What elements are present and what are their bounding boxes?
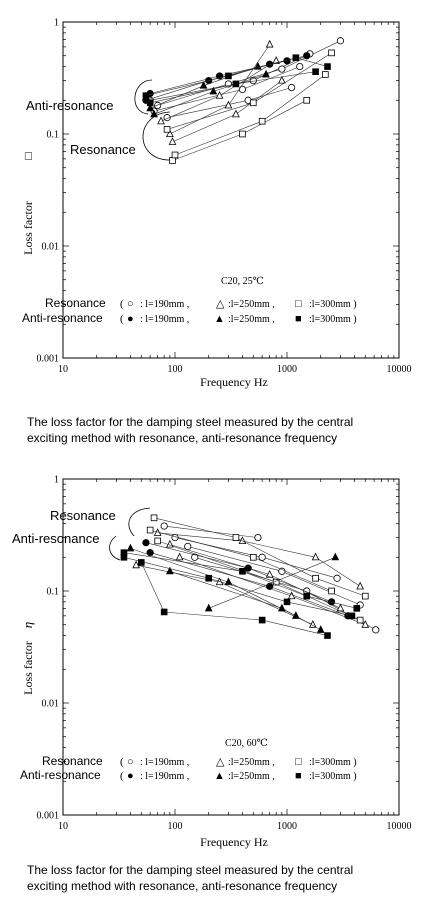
bracket-anti-resonance xyxy=(110,536,120,560)
y-tick-label: 0.001 xyxy=(36,810,59,822)
legend-text: : l=190mm , xyxy=(140,757,190,768)
data-point-square xyxy=(250,554,256,560)
data-point-circle xyxy=(239,86,245,92)
x-axis-label: Frequency Hz xyxy=(200,835,268,849)
chart-25c xyxy=(21,18,412,390)
data-series xyxy=(121,515,379,639)
legend-text: :l=300mm ) xyxy=(309,299,357,310)
data-point-circle xyxy=(172,534,178,540)
data-point-square xyxy=(349,613,355,619)
data-point-square xyxy=(259,118,265,124)
data-point-square xyxy=(362,593,368,599)
data-point-circle xyxy=(279,568,285,574)
legend-group-resonance: Resonance xyxy=(45,296,106,310)
series-line xyxy=(167,53,332,129)
legend-marker-square-open: □ xyxy=(295,756,302,768)
legend-marker-circle-filled: ● xyxy=(127,313,134,325)
legend-marker-triangle-filled: ▲ xyxy=(214,770,225,782)
legend-text: :l=250mm , xyxy=(228,299,275,310)
legend-marker-circle-open: ○ xyxy=(127,298,134,310)
data-point-square xyxy=(143,93,149,99)
data-point-circle xyxy=(259,554,265,560)
x-tick-label: 100 xyxy=(167,821,183,832)
series-line xyxy=(173,100,307,160)
legend-open-paren: ( xyxy=(120,756,124,768)
data-point-square xyxy=(329,50,335,56)
data-point-triangle xyxy=(279,77,285,83)
data-point-square xyxy=(250,100,256,106)
data-point-square xyxy=(313,575,319,581)
x-tick-label: 10000 xyxy=(386,821,412,832)
y-tick-label: 0.1 xyxy=(46,129,59,141)
data-point-square xyxy=(121,550,127,556)
condition-label: C20, 25℃ xyxy=(221,276,264,287)
legend-marker-square-filled: ■ xyxy=(295,770,302,782)
data-point-square xyxy=(170,158,176,164)
legend-open-paren: ( xyxy=(120,770,124,782)
y-axis-symbol: □ xyxy=(21,152,35,160)
data-point-square xyxy=(325,64,331,70)
x-tick-label: 100 xyxy=(167,364,183,375)
data-point-square xyxy=(284,599,290,605)
legend xyxy=(22,296,357,325)
figure-caption-2 xyxy=(27,862,417,894)
legend-marker-triangle-open: △ xyxy=(216,298,225,310)
data-point-square xyxy=(233,535,239,541)
annotation-anti-resonance: Anti-resonance xyxy=(12,531,100,546)
data-point-square xyxy=(329,588,335,594)
data-series xyxy=(143,38,344,164)
series-line xyxy=(173,81,282,142)
data-point-circle xyxy=(143,539,149,545)
data-point-circle xyxy=(185,543,191,549)
data-point-triangle xyxy=(357,583,363,589)
series-triangle-open xyxy=(158,41,285,145)
chart-60c xyxy=(12,475,412,850)
data-point-square xyxy=(322,72,328,78)
data-point-circle xyxy=(337,38,343,44)
y-tick-label: 1 xyxy=(54,474,59,486)
legend-text: : l=190mm , xyxy=(140,314,190,325)
data-point-square xyxy=(259,617,265,623)
data-point-triangle xyxy=(293,612,299,618)
series-square-open xyxy=(164,50,334,163)
data-point-circle xyxy=(266,583,272,589)
series-line xyxy=(158,541,361,620)
y-axis-label: Loss factor xyxy=(21,641,35,695)
data-point-triangle xyxy=(318,626,324,632)
legend xyxy=(20,754,357,782)
y-tick-label: 1 xyxy=(54,17,59,29)
data-point-square xyxy=(206,575,212,581)
series-circle-open xyxy=(147,38,344,121)
data-point-square xyxy=(240,131,246,137)
legend-text: :l=250mm , xyxy=(228,771,275,782)
legend-text: :l=300mm ) xyxy=(309,771,357,782)
data-point-circle xyxy=(245,565,251,571)
legend-text: :l=250mm , xyxy=(228,314,275,325)
data-point-circle xyxy=(304,53,310,59)
annotation-anti-resonance: Anti-resonance xyxy=(26,98,114,113)
legend-text: : l=190mm , xyxy=(140,299,190,310)
data-point-circle xyxy=(373,627,379,633)
data-point-square xyxy=(357,617,363,623)
data-point-circle xyxy=(279,66,285,72)
legend-text: :l=300mm ) xyxy=(309,757,357,768)
data-point-circle xyxy=(288,84,294,90)
data-point-circle xyxy=(255,534,261,540)
data-point-square xyxy=(161,609,167,615)
series-line xyxy=(136,565,313,625)
data-point-square xyxy=(304,97,310,103)
data-point-circle xyxy=(161,523,167,529)
y-axis-symbol: η xyxy=(20,621,35,629)
data-point-square xyxy=(164,126,170,132)
caption-line: The loss factor for the damping steel measured by the central xyxy=(27,415,354,429)
series-square-filled xyxy=(143,55,330,106)
legend-marker-square-filled: ■ xyxy=(295,313,302,325)
legend-group-anti-resonance: Anti-resonance xyxy=(20,768,101,782)
data-point-square xyxy=(138,560,144,566)
data-point-square xyxy=(147,527,153,533)
legend-open-paren: ( xyxy=(120,298,124,310)
series-line xyxy=(180,557,366,624)
caption-line: The loss factor for the damping steel measured by the central xyxy=(27,863,354,877)
data-point-square xyxy=(233,81,239,87)
data-point-square xyxy=(155,538,161,544)
x-tick-label: 10 xyxy=(58,364,68,375)
data-point-triangle xyxy=(158,117,164,123)
x-tick-label: 10000 xyxy=(386,364,412,375)
series-line xyxy=(161,61,276,121)
caption-line: exciting method with resonance, anti-resonance frequency xyxy=(27,879,338,893)
data-point-triangle xyxy=(239,537,245,543)
legend-text: :l=300mm ) xyxy=(309,314,357,325)
data-point-triangle xyxy=(332,553,338,559)
data-point-square xyxy=(240,568,246,574)
data-point-square xyxy=(304,593,310,599)
data-point-circle xyxy=(154,102,160,108)
data-point-square xyxy=(313,69,319,75)
data-point-square xyxy=(172,152,178,158)
y-tick-label: 0.01 xyxy=(41,241,59,253)
data-point-triangle xyxy=(266,41,272,47)
data-point-square xyxy=(226,73,232,79)
data-point-triangle xyxy=(206,605,212,611)
annotation-resonance: Resonance xyxy=(70,142,136,157)
data-point-circle xyxy=(334,575,340,581)
data-point-square xyxy=(354,605,360,611)
legend-group-resonance: Resonance xyxy=(42,754,103,768)
legend-text: :l=250mm , xyxy=(228,757,275,768)
data-point-triangle xyxy=(233,110,239,116)
y-tick-label: 0.01 xyxy=(41,698,59,710)
condition-label: C20, 60℃ xyxy=(225,738,268,749)
data-point-square xyxy=(325,633,331,639)
legend-text: : l=190mm , xyxy=(140,771,190,782)
legend-marker-triangle-open: △ xyxy=(216,756,225,768)
x-tick-label: 1000 xyxy=(277,821,297,832)
y-axis-label: Loss factor xyxy=(21,201,35,255)
y-tick-label: 0.001 xyxy=(36,353,59,365)
legend-marker-circle-filled: ● xyxy=(127,770,134,782)
legend-marker-triangle-filled: ▲ xyxy=(214,313,225,325)
legend-marker-square-open: □ xyxy=(295,298,302,310)
figure-caption-1 xyxy=(27,414,417,446)
x-axis-label: Frequency Hz xyxy=(200,375,268,389)
data-point-square xyxy=(293,55,299,61)
legend-open-paren: ( xyxy=(120,313,124,325)
data-point-triangle xyxy=(127,545,133,551)
legend-group-anti-resonance: Anti-resonance xyxy=(22,311,103,325)
data-point-triangle xyxy=(169,138,175,144)
annotation-resonance: Resonance xyxy=(50,508,116,523)
data-point-square xyxy=(147,100,153,106)
legend-marker-circle-open: ○ xyxy=(127,756,134,768)
caption-line: exciting method with resonance, anti-resonance frequency xyxy=(27,431,338,445)
x-tick-label: 10 xyxy=(58,821,68,832)
data-point-square xyxy=(151,515,157,521)
data-point-circle xyxy=(297,63,303,69)
data-point-triangle xyxy=(216,92,222,98)
bracket-resonance xyxy=(129,508,150,536)
x-tick-label: 1000 xyxy=(277,364,297,375)
y-tick-label: 0.1 xyxy=(46,586,59,598)
data-point-triangle xyxy=(176,553,182,559)
